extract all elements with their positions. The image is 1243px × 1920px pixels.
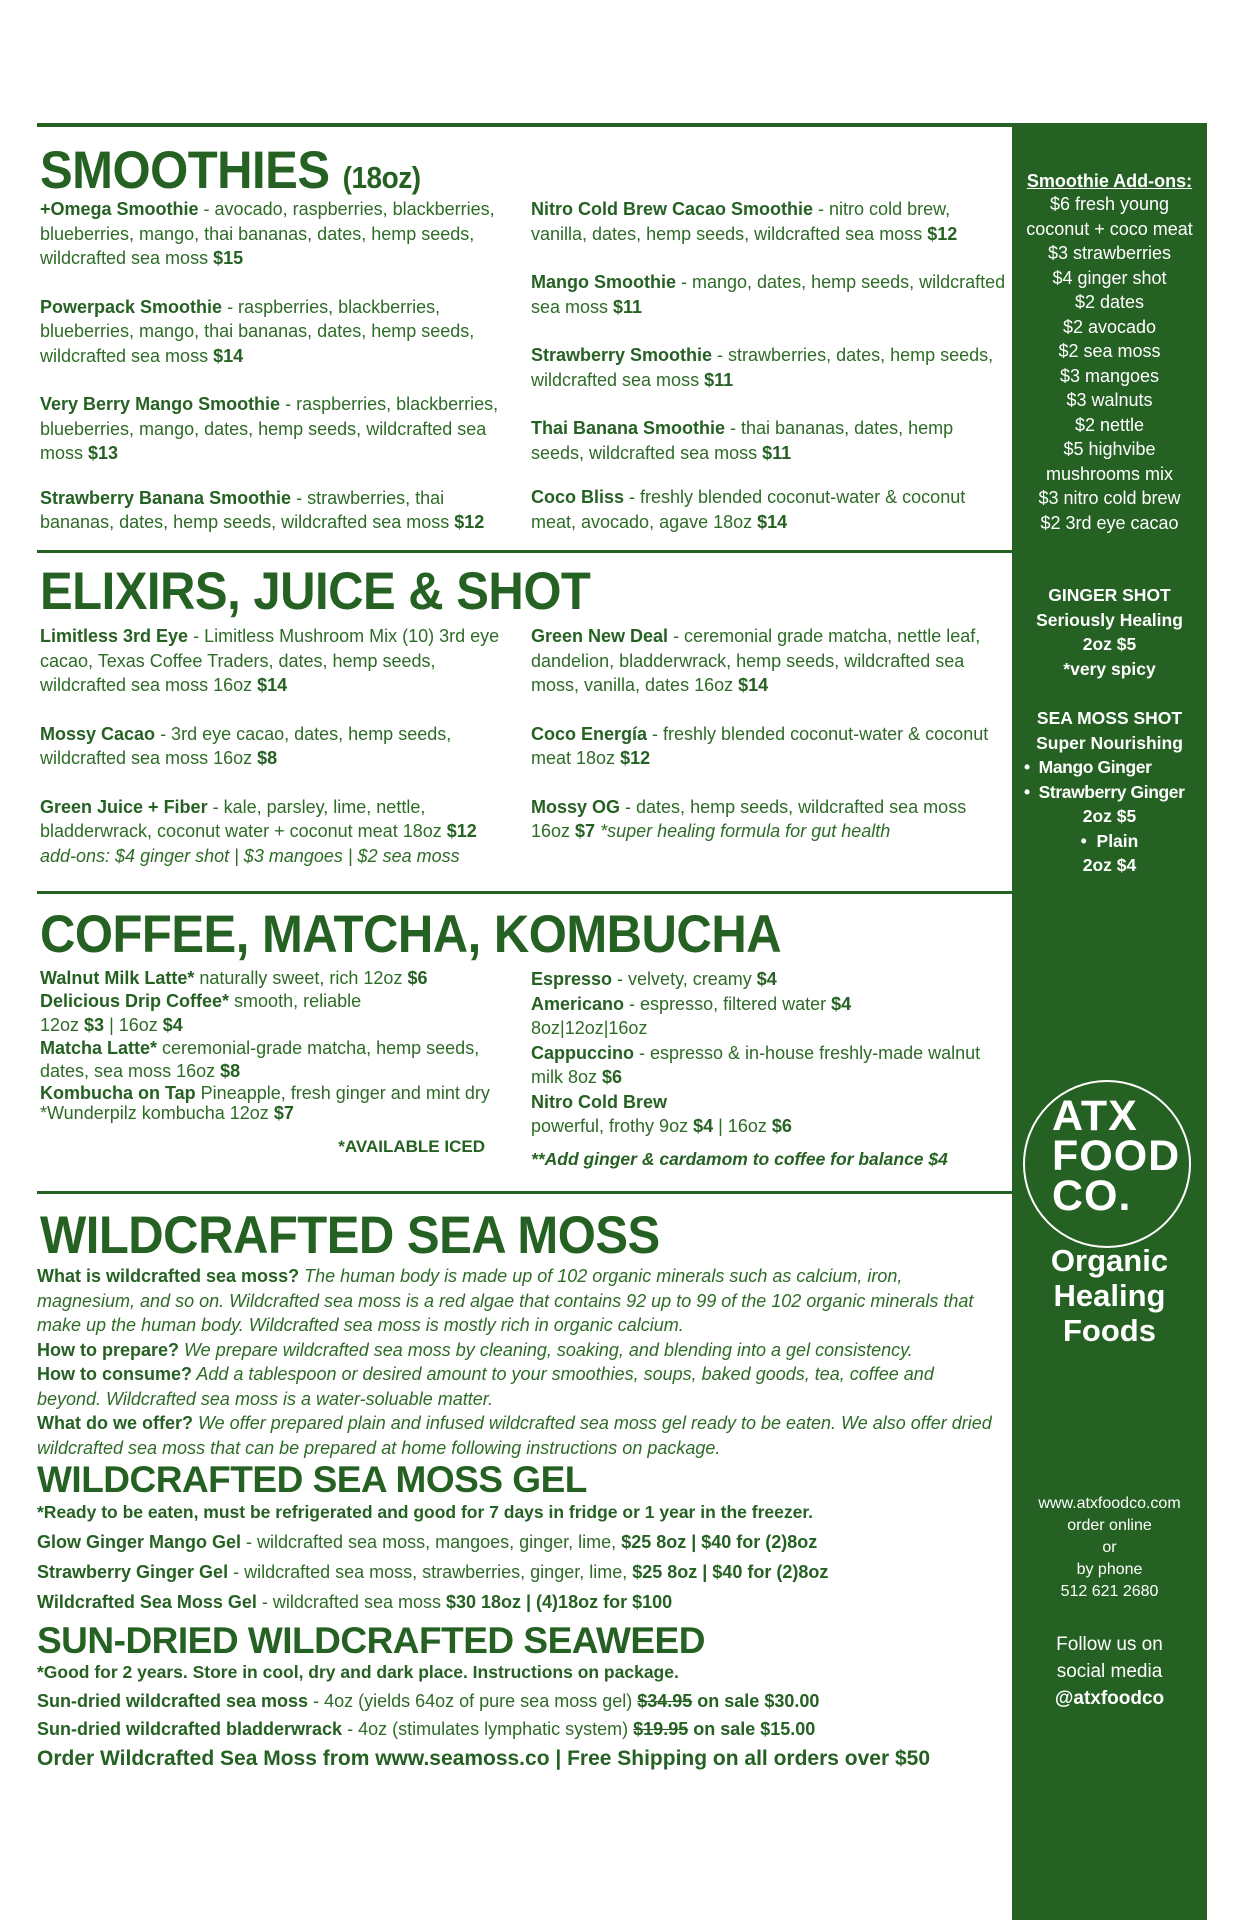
- seaweed-list: [37, 1660, 1012, 1773]
- website-link[interactable]: www.atxfoodco.com: [1038, 1495, 1181, 1512]
- contact-line: order online: [1067, 1517, 1152, 1534]
- menu-item: Delicious Drip Coffee* smooth, reliable 12oz $3 | 16oz $4: [40, 991, 362, 1035]
- social-handle[interactable]: @atxfoodco: [1054, 1688, 1165, 1709]
- addon-item: $2 3rd eye cacao: [1040, 512, 1179, 533]
- faq-item: What is wildcrafted sea moss? The human body is made up of 102 organic minerals such as calcium, iron, magnesium, and so on. Wildcrafted sea moss is a red algae that contains 92 up to 99 of the 102 organic minerals that make up the human body. Wildcrafted sea moss is mostly rich in organic calcium.: [37, 1266, 974, 1335]
- addon-item: $6 fresh young: [1049, 194, 1170, 214]
- logo: ATX FOOD CO.: [1052, 1092, 1181, 1220]
- addon-item: $2 nettle: [1074, 414, 1145, 435]
- follow-line: Follow us on: [1056, 1634, 1163, 1655]
- menu-item: Mango Smoothie - mango, dates, hemp seeds, wildcrafted sea moss $11: [531, 272, 1006, 317]
- seaweed-note: *Good for 2 years. Store in cool, dry and dark place. Instructions on package.: [37, 1662, 679, 1682]
- menu-item: Glow Ginger Mango Gel - wildcrafted sea moss, mangoes, ginger, lime, $25 8oz | $40 for (2)8oz: [37, 1532, 818, 1552]
- menu-item: Thai Banana Smoothie - thai bananas, dates, hemp seeds, wildcrafted sea moss $11: [531, 418, 954, 463]
- coffee-right-column: [531, 967, 1006, 1171]
- addon-item: $2 sea moss: [1058, 341, 1161, 361]
- seamoss-info: [37, 1264, 992, 1460]
- menu-item: Nitro Cold Brew powerful, frothy 9oz $4 | 16oz $6: [531, 1091, 792, 1136]
- menu-item: Limitless 3rd Eye - Limitless Mushroom Mix (10) 3rd eye cacao, Texas Coffee Traders, dates, hemp seeds, wildcrafted sea moss 16oz $14: [40, 626, 500, 695]
- available-iced-note: *AVAILABLE ICED: [338, 1137, 485, 1157]
- seamoss-shot-plain-price: 2oz $4: [1082, 855, 1137, 875]
- menu-item: Mossy OG - dates, hemp seeds, wildcrafted sea moss 16oz $7 *super healing formula for gut health: [531, 796, 967, 841]
- seamoss-shot-plain: • Plain: [1080, 830, 1139, 851]
- divider: [37, 1191, 1012, 1194]
- seamoss-shot-subtitle: Super Nourishing: [1036, 732, 1183, 753]
- menu-item: Wildcrafted Sea Moss Gel - wildcrafted sea moss $30 18oz | (4)18oz for $100: [37, 1592, 673, 1612]
- menu-item: Sun-dried wildcrafted bladderwrack - 4oz (stimulates lymphatic system) $19.95 on sale $15.00: [37, 1719, 816, 1739]
- gel-list: [37, 1500, 1012, 1614]
- divider: [37, 550, 1012, 553]
- addon-item: $2 avocado: [1062, 316, 1157, 337]
- seamoss-shot-price: 2oz $5: [1082, 806, 1137, 826]
- contact-line: or: [1102, 1539, 1117, 1556]
- gel-heading: WILDCRAFTED SEA MOSS GEL: [37, 1459, 587, 1500]
- tagline: Organic Healing Foods: [1050, 1243, 1169, 1348]
- menu-item: Espresso - velvety, creamy $4: [531, 969, 777, 989]
- menu-item: Green New Deal - ceremonial grade matcha, nettle leaf, dandelion, bladderwrack, hemp seeds, wildcrafted sea moss, vanilla, dates 16oz $14: [531, 626, 981, 695]
- order-seamoss-link[interactable]: Order Wildcrafted Sea Moss from www.seamoss.co | Free Shipping on all orders over $50: [37, 1747, 931, 1770]
- ginger-shot-price: 2oz $5: [1082, 634, 1137, 654]
- menu-item: Cappuccino - espresso & in-house freshly-made walnut milk 8oz $6: [531, 1042, 981, 1087]
- menu-item: Nitro Cold Brew Cacao Smoothie - nitro cold brew, vanilla, dates, hemp seeds, wildcrafted sea moss $12: [531, 199, 958, 244]
- elixirs-left-column: [40, 624, 520, 892]
- menu-item: +Omega Smoothie - avocado, raspberries, blackberries, blueberries, mango, thai bananas, dates, hemp seeds, wildcrafted sea moss $15: [40, 199, 495, 268]
- faq-item: How to prepare? We prepare wildcrafted sea moss by cleaning, soaking, and blending into a gel consistency.: [37, 1339, 913, 1360]
- addon-item: $3 nitro cold brew: [1038, 488, 1181, 508]
- menu-item: Strawberry Banana Smoothie - strawberries, thai bananas, dates, hemp seeds, wildcrafted sea moss $12: [40, 487, 485, 532]
- smoothie-addons: [1012, 171, 1207, 535]
- menu-item: Very Berry Mango Smoothie - raspberries, blackberries, blueberries, mango, dates, hemp seeds, wildcrafted sea moss $13: [40, 394, 499, 463]
- menu-item: Strawberry Smoothie - strawberries, dates, hemp seeds, wildcrafted sea moss $11: [531, 345, 994, 390]
- ginger-shot-subtitle: Seriously Healing: [1036, 609, 1183, 630]
- addon-item: $5 highvibe: [1063, 439, 1156, 459]
- seamoss-shot: [1012, 706, 1207, 878]
- addons-title: Smoothie Add-ons:: [1026, 171, 1193, 191]
- seamoss-shot-title: SEA MOSS SHOT: [1036, 708, 1183, 728]
- coffee-addon-note: **Add ginger & cardamom to coffee for balance $4: [531, 1148, 948, 1169]
- addon-item: $4 ginger shot: [1052, 267, 1167, 288]
- addon-item: $3 strawberries: [1047, 243, 1172, 263]
- menu-item: Mossy Cacao - 3rd eye cacao, dates, hemp seeds, wildcrafted sea moss 16oz $8: [40, 723, 452, 768]
- addon-item: mushrooms mix: [1045, 463, 1174, 484]
- menu-item: Americano - espresso, filtered water $4 8oz|12oz|16oz: [531, 993, 852, 1038]
- ginger-shot: [1012, 583, 1207, 681]
- elixirs-heading: ELIXIRS, JUICE & SHOT: [40, 562, 591, 622]
- contact-line: by phone: [1076, 1561, 1143, 1578]
- menu-item: Matcha Latte* ceremonial-grade matcha, hemp seeds, dates, sea moss 16oz $8: [40, 1037, 480, 1082]
- faq-item: What do we offer? We offer prepared plain and infused wildcrafted sea moss gel ready to be eaten. We also offer dried wildcrafted sea moss that can be prepared at home following instructions on package.: [37, 1413, 992, 1458]
- menu-item: Coco Bliss - freshly blended coconut-water & coconut meat, avocado, agave 18oz $14: [531, 487, 966, 532]
- sidebar: [1012, 123, 1207, 1920]
- seamoss-shot-option: • Mango Ginger: [1024, 757, 1152, 777]
- menu-item: Kombucha on Tap Pineapple, fresh ginger and mint dry *Wunderpilz kombucha 12oz $7: [40, 1083, 490, 1124]
- menu-item: Powerpack Smoothie - raspberries, blackberries, blueberries, mango, thai bananas, dates, hemp seeds, wildcrafted sea moss $14: [40, 296, 475, 366]
- ginger-shot-note: *very spicy: [1063, 658, 1156, 679]
- social-follow: [1012, 1631, 1207, 1712]
- addon-item: $2 dates: [1074, 292, 1145, 312]
- menu-item: Sun-dried wildcrafted sea moss - 4oz (yields 64oz of pure sea moss gel) $34.95 on sale $30.00: [37, 1691, 820, 1711]
- smoothies-heading: SMOOTHIES (18oz): [40, 141, 421, 201]
- divider: [37, 891, 1012, 894]
- menu-item: Green Juice + Fiber - kale, parsley, lime, nettle, bladderwrack, coconut water + coconut meat 18oz $12 add-ons: $4 ginger shot | $3 mangoes | $2 sea moss: [40, 796, 477, 866]
- gel-note: *Ready to be eaten, must be refrigerated and good for 7 days in fridge or 1 year in the freezer.: [37, 1502, 814, 1522]
- menu-item: Coco Energía - freshly blended coconut-water & coconut meat 18oz $12: [531, 723, 989, 768]
- smoothies-left-column: [40, 197, 520, 559]
- follow-line: social media: [1056, 1661, 1163, 1682]
- addon-item: $3 walnuts: [1066, 390, 1153, 410]
- menu-item: Walnut Milk Latte* naturally sweet, rich 12oz $6: [40, 968, 428, 988]
- coffee-left-column: [40, 967, 520, 1159]
- addon-item: $3 mangoes: [1059, 365, 1160, 386]
- seamoss-shot-option: • Strawberry Ginger: [1024, 781, 1185, 802]
- menu-item: Strawberry Ginger Gel - wildcrafted sea moss, strawberries, ginger, lime, $25 8oz | $40 for (2)8oz: [37, 1562, 829, 1582]
- contact-info: [1012, 1493, 1207, 1603]
- faq-item: How to consume? Add a tablespoon or desired amount to your smoothies, soups, baked goods, tea, coffee and beyond. Wildcrafted sea moss is a water-soluable matter.: [37, 1364, 934, 1409]
- ginger-shot-title: GINGER SHOT: [1048, 585, 1171, 605]
- seamoss-heading: WILDCRAFTED SEA MOSS: [40, 1206, 660, 1266]
- coffee-heading: COFFEE, MATCHA, KOMBUCHA: [40, 905, 782, 965]
- phone-number[interactable]: 512 621 2680: [1060, 1583, 1159, 1600]
- seaweed-heading: SUN-DRIED WILDCRAFTED SEAWEED: [37, 1620, 705, 1661]
- addon-item: coconut + coco meat: [1026, 218, 1193, 239]
- smoothies-right-column: [531, 197, 1006, 558]
- elixirs-right-column: [531, 624, 1006, 868]
